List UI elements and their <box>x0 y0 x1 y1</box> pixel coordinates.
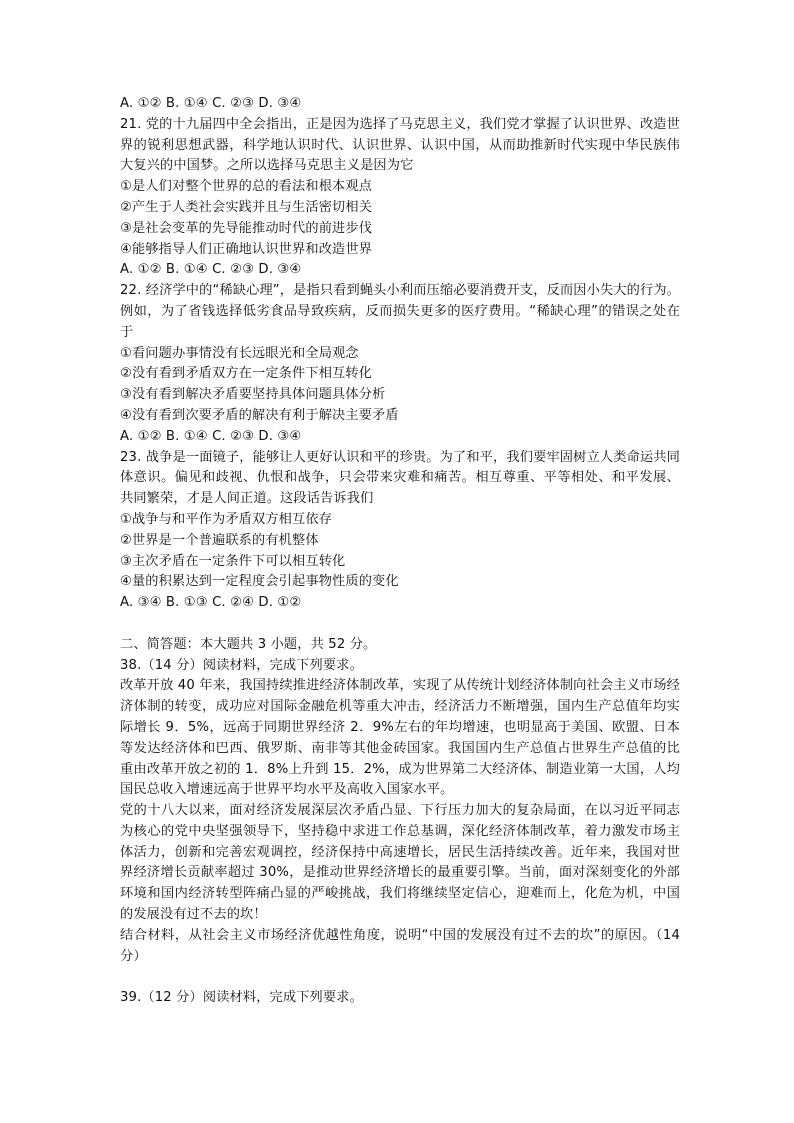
q21-item-2: ②产生于人类社会实践并且与生活密切相关 <box>120 199 373 215</box>
q23-item-3: ③主次矛盾在一定条件下可以相互转化 <box>120 553 346 569</box>
q23-answer-options: A. ③④ B. ①③ C. ②④ D. ①② <box>120 595 302 611</box>
q20-answer-options: A. ①② B. ①④ C. ②③ D. ③④ <box>120 96 302 111</box>
q22-item-2: ②没有看到矛盾双方在一定条件下相互转化 <box>120 366 373 382</box>
q38-task: 结合材料，从社会主义市场经济优越性角度，说明“中国的发展没有过不去的坎”的原因。（14 分） <box>120 927 680 964</box>
section-spacer <box>120 614 680 635</box>
q38-heading: 38.（14 分）阅读材料，完成下列要求。 <box>120 657 363 673</box>
question-spacer <box>120 967 680 988</box>
q22-stem: 22. 经济学中的“稀缺心理”，是指只看到蝇头小利而压缩必要消费开支，反而因小失大的行为。例如，为了省钱选择低劣食品导致疾病，反而损失更多的医疗费用。“稀缺心理”的错误之处在于 <box>120 283 680 340</box>
q22-item-3: ③没有看到解决矛盾要坚持具体问题具体分析 <box>120 387 386 403</box>
q21-stem: 21. 党的十九届四中全会指出，正是因为选择了马克思主义，我们党才掌握了认识世界、改造世界的锐利思想武器，科学地认识时代、认识世界、认识中国，从而助推新时代实现中华民族伟大复兴的中国梦。之所以选择马克思主义是因为它 <box>120 116 680 174</box>
section-2-title: 二、简答题：本大题共 3 小题，共 52 分。 <box>120 636 377 652</box>
q23-item-4: ④量的积累达到一定程度会引起事物性质的变化 <box>120 574 399 590</box>
q23-item-2: ②世界是一个普遍联系的有机整体 <box>120 532 319 548</box>
q22-item-4: ④没有看到次要矛盾的解决有利于解决主要矛盾 <box>120 407 399 423</box>
q21-item-3: ③是社会变革的先导能推动时代的前进步伐 <box>120 220 373 236</box>
q38-material-paragraph-1: 改革开放 40 年来，我国持续推进经济体制改革，实现了从传统计划经济体制向社会主义市场经济体制的转变，成功应对国际金融危机等重大冲击，经济活力不断增强，国内生产总值年均实际增长 9．5%，远高于同期世界经济 2．9%左右的年均增速，也明显高于美国、欧盟、日本等发达经济体和巴西、俄罗斯、南非等其他金砖国家。我国国内生产总值占世界生产总值的比重由改革开放之初的 1．8%上升到 15．2%，成为世界第二大经济体、制造业第一大国，人均国民总收入增速远高于世界平均水平及高收入国家水平。 <box>120 678 680 798</box>
q39-heading: 39.（12 分）阅读材料，完成下列要求。 <box>120 990 363 1006</box>
q38-material-paragraph-2: 党的十八大以来，面对经济发展深层次矛盾凸显、下行压力加大的复杂局面，在以习近平同志为核心的党中央坚强领导下，坚持稳中求进工作总基调，深化经济体制改革，着力激发市场主体活力，创新和完善宏观调控，经济保持中高速增长，居民生活持续改善。近年来，我国对世界经济增长贡献率超过 30%，是推动世界经济增长的最重要引擎。当前，面对深刻变化的外部环境和国内经济转型阵痛凸显的严峻挑战，我们将继续坚定信心，迎难而上，化危为机，中国的发展没有过不去的坎！ <box>120 803 680 923</box>
q21-item-1: ①是人们对整个世界的总的看法和根本观点 <box>120 179 373 195</box>
exam-content <box>120 94 680 1009</box>
q22-answer-options: A. ①② B. ①④ C. ②③ D. ③④ <box>120 428 302 444</box>
q22-item-1: ①看问题办事情没有长远眼光和全局观念 <box>120 345 359 361</box>
q23-item-1: ①战争与和平作为矛盾双方相互依存 <box>120 511 333 527</box>
q21-answer-options: A. ①② B. ①④ C. ②③ D. ③④ <box>120 262 302 278</box>
q21-item-4: ④能够指导人们正确地认识世界和改造世界 <box>120 241 373 257</box>
q23-stem: 23. 战争是一面镜子，能够让人更好认识和平的珍贵。为了和平，我们要牢固树立人类命运共同体意识。偏见和歧视、仇恨和战争，只会带来灾难和痛苦。相互尊重、平等相处、和平发展、共同繁荣，才是人间正道。这段话告诉我们 <box>120 449 680 507</box>
